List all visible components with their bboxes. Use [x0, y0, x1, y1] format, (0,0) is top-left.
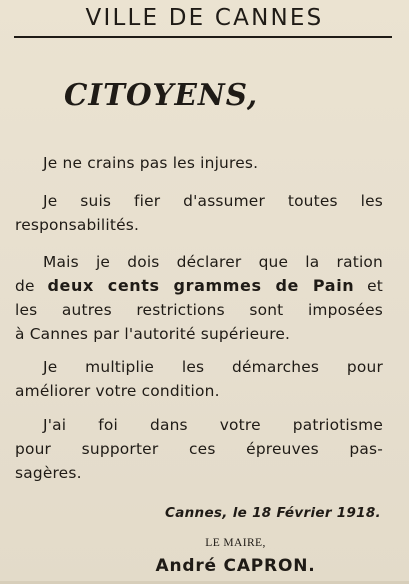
paragraph-line: J'ai foi dans votre patriotisme	[43, 416, 383, 434]
ration-suffix: et	[354, 277, 383, 295]
date-line: Cannes, le 18 Février 1918.	[165, 505, 381, 521]
paragraph-3	[15, 250, 383, 346]
paragraph-line: responsabilités.	[15, 216, 140, 234]
paragraph-line: Je multiplie les démarches pour	[43, 358, 383, 376]
paragraph-1	[15, 151, 383, 175]
paragraph-line: sagères.	[15, 464, 82, 482]
paragraph-4	[15, 355, 383, 403]
paragraph-line: pour supporter ces épreuves pas-	[15, 440, 383, 458]
ration-prefix: de	[15, 277, 48, 295]
paragraph-line	[15, 274, 383, 298]
mayor-signature: André CAPRON.	[155, 556, 316, 576]
paragraph-line: Je ne crains pas les injures.	[43, 154, 259, 172]
salutation: CITOYENS,	[64, 78, 259, 113]
paragraph-line: les autres restrictions sont imposées	[15, 301, 383, 319]
paragraph-line: améliorer votre condition.	[15, 382, 220, 400]
ration-emphasis: deux cents grammes de Pain	[47, 276, 355, 295]
paragraph-5	[15, 413, 383, 485]
paragraph-2	[15, 189, 383, 237]
paragraph-line: Je suis fier d'assumer toutes les	[43, 192, 383, 210]
poster-header: VILLE DE CANNES	[85, 5, 324, 31]
header-rule	[14, 36, 392, 38]
maire-label: LE MAIRE,	[205, 537, 266, 549]
paragraph-line: Mais je dois déclarer que la ration	[43, 253, 383, 271]
paragraph-line: à Cannes par l'autorité supérieure.	[15, 325, 291, 343]
